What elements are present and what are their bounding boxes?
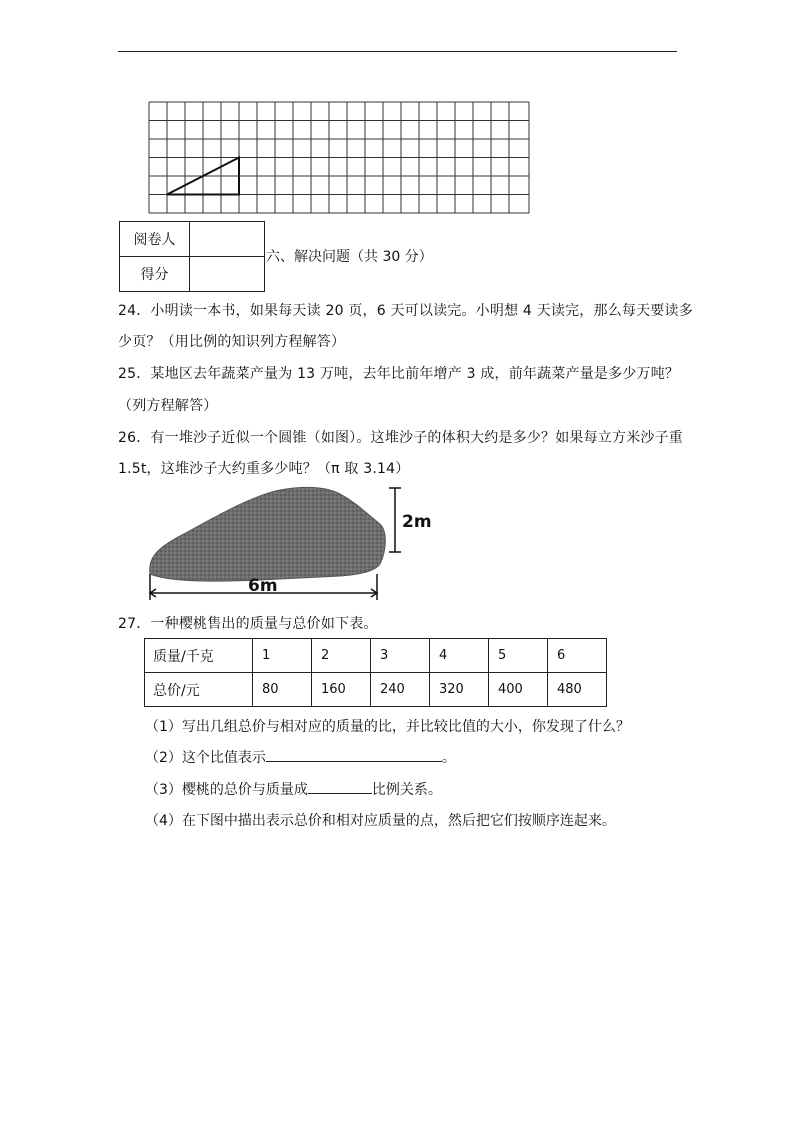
header-rule bbox=[118, 51, 677, 52]
height-label: 2m bbox=[402, 512, 432, 532]
subquestion-3-end: 比例关系。 bbox=[371, 782, 442, 798]
table-cell: 5 bbox=[489, 639, 548, 673]
sand-cone-figure bbox=[140, 482, 440, 604]
question-27-line1: 27．一种樱桃售出的质量与总价如下表。 bbox=[118, 616, 378, 632]
table-cell: 240 bbox=[371, 673, 430, 707]
table-cell: 80 bbox=[253, 673, 312, 707]
table-row-price bbox=[145, 673, 607, 707]
sand-pile bbox=[150, 487, 386, 581]
subquestion-2 bbox=[145, 747, 456, 767]
table-header-price: 总价/元 bbox=[145, 673, 253, 707]
mass-price-table bbox=[144, 638, 607, 707]
table-cell: 1 bbox=[253, 639, 312, 673]
score-label: 得分 bbox=[120, 257, 190, 292]
score-box bbox=[119, 221, 265, 292]
table-cell: 2 bbox=[312, 639, 371, 673]
subquestion-3 bbox=[145, 779, 442, 799]
subquestion-1: （1）写出几组总价与相对应的质量的比，并比较比值的大小，你发现了什么？ bbox=[145, 719, 630, 735]
table-cell: 320 bbox=[430, 673, 489, 707]
table-cell: 6 bbox=[548, 639, 607, 673]
reviewer-field bbox=[190, 222, 265, 257]
table-header-mass: 质量/千克 bbox=[145, 639, 253, 673]
reviewer-label: 阅卷人 bbox=[120, 222, 190, 257]
question-24-line1: 24．小明读一本书，如果每天读 20 页，6 天可以读完。小明想 4 天读完，那么每天要读多 bbox=[118, 303, 693, 319]
question-25-line2: （列方程解答） bbox=[118, 398, 218, 414]
table-cell: 480 bbox=[548, 673, 607, 707]
diameter-label: 6m bbox=[248, 576, 278, 596]
subquestion-4: （4）在下图中描出表示总价和相对应质量的点，然后把它们按顺序连起来。 bbox=[145, 813, 616, 829]
answer-blank-3[interactable] bbox=[308, 779, 372, 794]
subquestion-2-text: （2）这个比值表示 bbox=[145, 750, 266, 766]
score-field bbox=[190, 257, 265, 292]
subquestion-2-end: 。 bbox=[441, 750, 456, 766]
table-cell: 3 bbox=[371, 639, 430, 673]
question-26-line2: 1.5t，这堆沙子大约重多少吨？（π 取 3.14） bbox=[118, 461, 410, 477]
table-cell: 4 bbox=[430, 639, 489, 673]
table-cell: 400 bbox=[489, 673, 548, 707]
table-cell: 160 bbox=[312, 673, 371, 707]
question-26-line1: 26．有一堆沙子近似一个圆锥（如图）。这堆沙子的体积大约是多少？如果每立方米沙子重 bbox=[118, 430, 684, 446]
answer-blank-2[interactable] bbox=[266, 747, 442, 762]
question-25-line1: 25．某地区去年蔬菜产量为 13 万吨，去年比前年增产 3 成，前年蔬菜产量是多少万吨？ bbox=[118, 366, 680, 382]
grid-triangle-figure bbox=[148, 101, 530, 215]
section-title: 六、解决问题（共 30 分） bbox=[266, 249, 433, 265]
table-row-mass bbox=[145, 639, 607, 673]
question-24-line2: 少页？（用比例的知识列方程解答） bbox=[118, 334, 346, 350]
subquestion-3-text: （3）樱桃的总价与质量成 bbox=[145, 782, 308, 798]
